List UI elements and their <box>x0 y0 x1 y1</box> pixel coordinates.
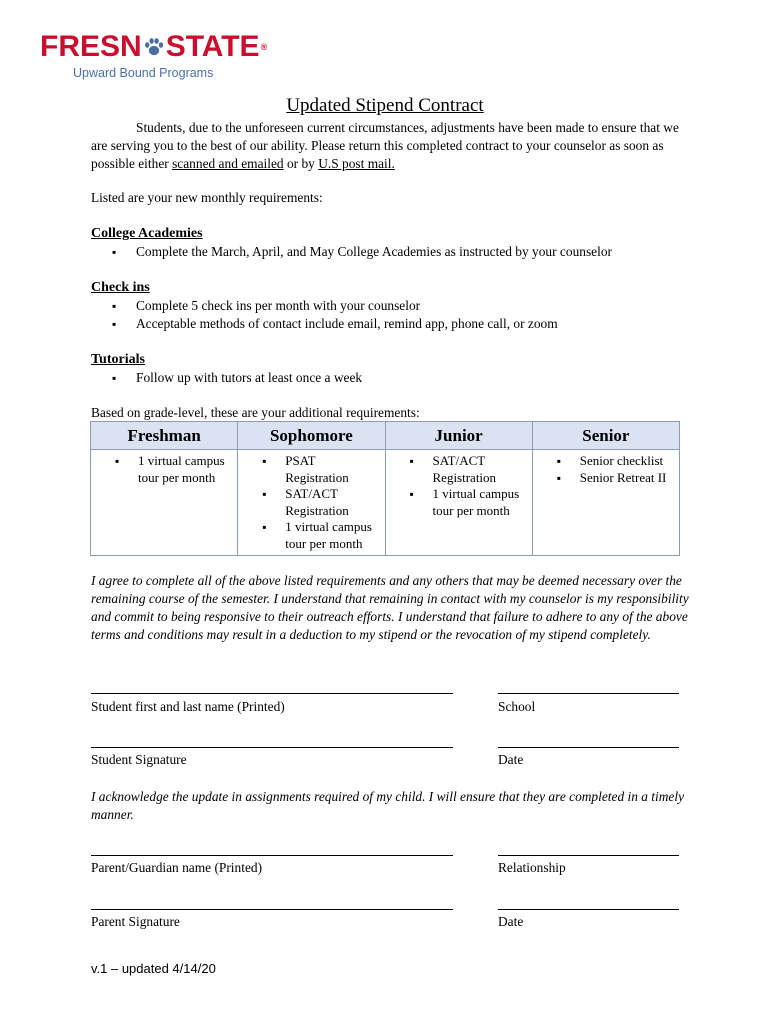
student-signature-line[interactable] <box>91 747 453 748</box>
grade-requirements-table <box>90 421 680 556</box>
relationship-label: Relationship <box>498 860 566 875</box>
senior-cell <box>532 450 679 556</box>
list-item: ▪ SAT/ACT Registration <box>390 453 528 486</box>
section-check-ins <box>91 279 691 333</box>
school-label: School <box>498 699 536 714</box>
version-footer: v.1 – updated 4/14/20 <box>91 961 216 976</box>
list-item: ▪ PSAT Registration <box>242 453 380 486</box>
column-header-freshman: Freshman <box>91 422 238 450</box>
list-item: ▪ Senior checklist <box>537 453 675 470</box>
student-signature-label: Student Signature <box>91 752 187 767</box>
intro-paragraph <box>91 119 691 173</box>
sophomore-cell <box>238 450 385 556</box>
list-item: ▪ 1 virtual campus tour per month <box>242 519 380 552</box>
list-item: ▪ 1 virtual campus tour per month <box>390 486 528 519</box>
logo-wordmark <box>40 30 267 64</box>
list-item: ▪ Follow up with tutors at least once a week <box>91 369 691 387</box>
student-name-line[interactable] <box>91 693 453 694</box>
intro-post-mail: U.S post mail. <box>318 156 395 171</box>
list-item: ▪ Complete 5 check ins per month with your counselor <box>91 297 691 315</box>
agreement-statement: I agree to complete all of the above listed requirements and any others that may be deemed necessary over the remaining course of the semester. I understand that remaining in contact with my counselor is my responsibility and commit to being responsive to their outreach efforts. I understand that failure to adhere to any of the above terms and conditions may result in a deduction to my stipend or the revocation of my stipend completely. <box>91 573 689 642</box>
section-heading: College Academies <box>91 226 203 241</box>
parent-signature-line[interactable] <box>91 909 453 910</box>
junior-cell <box>385 450 532 556</box>
column-header-sophomore: Sophomore <box>238 422 385 450</box>
intro-text-1: Students, due to the unforeseen current circumstances, adjustments have been made to ensure that we are serving you to the best of our ability. Please return this completed contract to your counselor as soon as possible either <box>91 120 679 171</box>
section-heading: Check ins <box>91 280 150 295</box>
fresno-state-logo <box>40 30 267 80</box>
list-item: ▪ Senior Retreat II <box>537 470 675 487</box>
logo-word-right: STATE <box>165 30 260 63</box>
logo-word-left: FRESN <box>40 30 142 63</box>
intro-scanned-emailed: scanned and emailed <box>172 156 284 171</box>
school-line[interactable] <box>498 693 679 694</box>
parent-acknowledgement: I acknowledge the update in assignments required of my child. I will ensure that they are completed in a timely manner. <box>91 789 685 822</box>
column-header-junior: Junior <box>385 422 532 450</box>
parent-date-line[interactable] <box>498 909 679 910</box>
freshman-cell <box>91 450 238 556</box>
list-item: ▪ Complete the March, April, and May College Academies as instructed by your counselor <box>91 243 691 261</box>
student-date-label: Date <box>498 752 524 767</box>
column-header-senior: Senior <box>532 422 679 450</box>
grade-level-label: Based on grade-level, these are your additional requirements: <box>91 405 420 420</box>
section-college-academies <box>91 225 691 261</box>
parent-signature-label: Parent Signature <box>91 914 180 929</box>
student-name-label: Student first and last name (Printed) <box>91 699 285 714</box>
list-item: ▪ 1 virtual campus tour per month <box>95 453 233 486</box>
section-heading: Tutorials <box>91 352 145 367</box>
intro-text-2: or by <box>283 156 319 171</box>
logo-subtitle: Upward Bound Programs <box>73 66 214 80</box>
parent-name-line[interactable] <box>91 855 453 856</box>
relationship-line[interactable] <box>498 855 679 856</box>
listed-requirements-label: Listed are your new monthly requirements: <box>91 190 323 205</box>
parent-name-label: Parent/Guardian name (Printed) <box>91 860 263 875</box>
section-tutorials <box>91 351 691 387</box>
list-item: ▪ SAT/ACT Registration <box>242 486 380 519</box>
parent-date-label: Date <box>498 914 524 929</box>
list-item: ▪ Acceptable methods of contact include email, remind app, phone call, or zoom <box>91 315 691 333</box>
paw-icon <box>143 36 165 58</box>
registered-mark: ® <box>260 42 268 52</box>
page-title: Updated Stipend Contract <box>286 95 484 116</box>
student-date-line[interactable] <box>498 747 679 748</box>
